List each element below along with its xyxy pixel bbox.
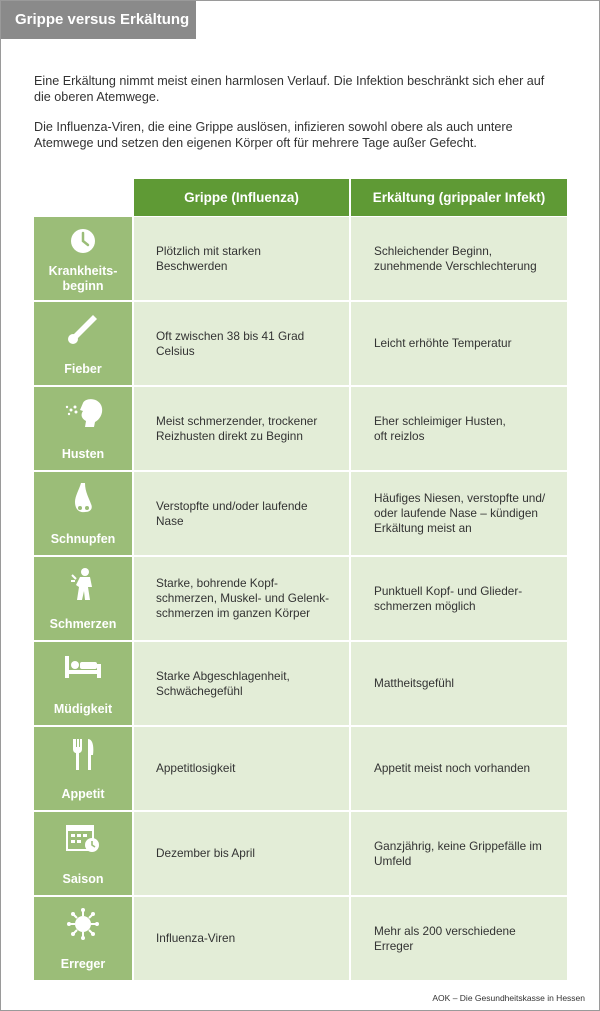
row-label-cell <box>34 472 132 555</box>
row-label: Krankheits- beginn <box>48 264 118 293</box>
row-label-cell <box>34 387 132 470</box>
row-label: Fieber <box>64 362 102 376</box>
calendar-icon <box>65 822 101 854</box>
pain-icon <box>68 567 98 601</box>
row-label-cell <box>34 217 132 300</box>
erkaeltung-cell: Punktuell Kopf- und Glieder- schmerzen möglich <box>351 557 567 640</box>
nose-icon <box>69 482 97 514</box>
row-label-cell <box>34 897 132 980</box>
row-label-cell <box>34 727 132 810</box>
bed-icon <box>63 652 103 680</box>
row-label: Müdigkeit <box>53 702 113 716</box>
erkaeltung-cell: Eher schleimiger Husten, oft reizlos <box>351 387 567 470</box>
grippe-cell: Dezember bis April <box>134 812 349 895</box>
row-label: Erreger <box>60 957 106 971</box>
virus-icon <box>66 907 100 941</box>
grippe-cell: Plötzlich mit starken Beschwerden <box>134 217 349 300</box>
table-row <box>1 387 600 470</box>
erkaeltung-cell: Appetit meist noch vorhanden <box>351 727 567 810</box>
footer-credit: AOK – Die Gesundheitskasse in Hessen <box>432 993 585 1003</box>
grippe-cell: Starke, bohrende Kopf- schmerzen, Muskel- und Gelenk- schmerzen im ganzen Körper <box>134 557 349 640</box>
thermometer-icon <box>65 312 101 346</box>
intro-paragraph: Eine Erkältung nimmt meist einen harmlosen Verlauf. Die Infektion beschränkt sich eher auf die oberen Atemwege. <box>34 74 545 104</box>
grippe-cell: Influenza-Viren <box>134 897 349 980</box>
row-label: Schmerzen <box>49 617 117 631</box>
cutlery-icon <box>69 737 97 771</box>
table-row <box>1 642 600 725</box>
row-label-cell <box>34 642 132 725</box>
erkaeltung-cell: Leicht erhöhte Temperatur <box>351 302 567 385</box>
row-label: Husten <box>61 447 105 461</box>
row-label: Schnupfen <box>50 532 116 546</box>
grippe-cell: Meist schmerzender, trockener Reizhusten direkt zu Beginn <box>134 387 349 470</box>
page-title: Grippe versus Erkältung <box>1 1 196 39</box>
row-label: Appetit <box>61 787 105 801</box>
table-row <box>1 217 600 300</box>
grippe-cell: Verstopfte und/oder laufende Nase <box>134 472 349 555</box>
column-header-grippe: Grippe (Influenza) <box>134 179 349 216</box>
table-row <box>1 727 600 810</box>
grippe-cell: Appetitlosigkeit <box>134 727 349 810</box>
intro-text <box>34 73 564 165</box>
table-row <box>1 897 600 980</box>
erkaeltung-cell: Mattheitsgefühl <box>351 642 567 725</box>
row-label-cell <box>34 302 132 385</box>
erkaeltung-cell: Ganzjährig, keine Grippefälle im Umfeld <box>351 812 567 895</box>
intro-paragraph: Die Influenza-Viren, die eine Grippe auslösen, infizieren sowohl obere als auch untere Atemwege und setzen den eigenen Körper oft für mehrere Tage außer Gefecht. <box>34 120 513 150</box>
erkaeltung-cell: Mehr als 200 verschiedene Erreger <box>351 897 567 980</box>
cough-icon <box>61 397 105 427</box>
erkaeltung-cell: Schleichender Beginn, zunehmende Verschlechterung <box>351 217 567 300</box>
clock-icon <box>69 227 97 255</box>
table-row <box>1 302 600 385</box>
table-row <box>1 812 600 895</box>
table-row <box>1 557 600 640</box>
grippe-cell: Oft zwischen 38 bis 41 Grad Celsius <box>134 302 349 385</box>
row-label-cell <box>34 812 132 895</box>
row-label: Saison <box>62 872 104 886</box>
erkaeltung-cell: Häufiges Niesen, verstopfte und/ oder laufende Nase – kündigen Erkältung meist an <box>351 472 567 555</box>
table-row <box>1 472 600 555</box>
row-label-cell <box>34 557 132 640</box>
column-header-erkaeltung: Erkältung (grippaler Infekt) <box>351 179 567 216</box>
grippe-cell: Starke Abgeschlagenheit, Schwächegefühl <box>134 642 349 725</box>
